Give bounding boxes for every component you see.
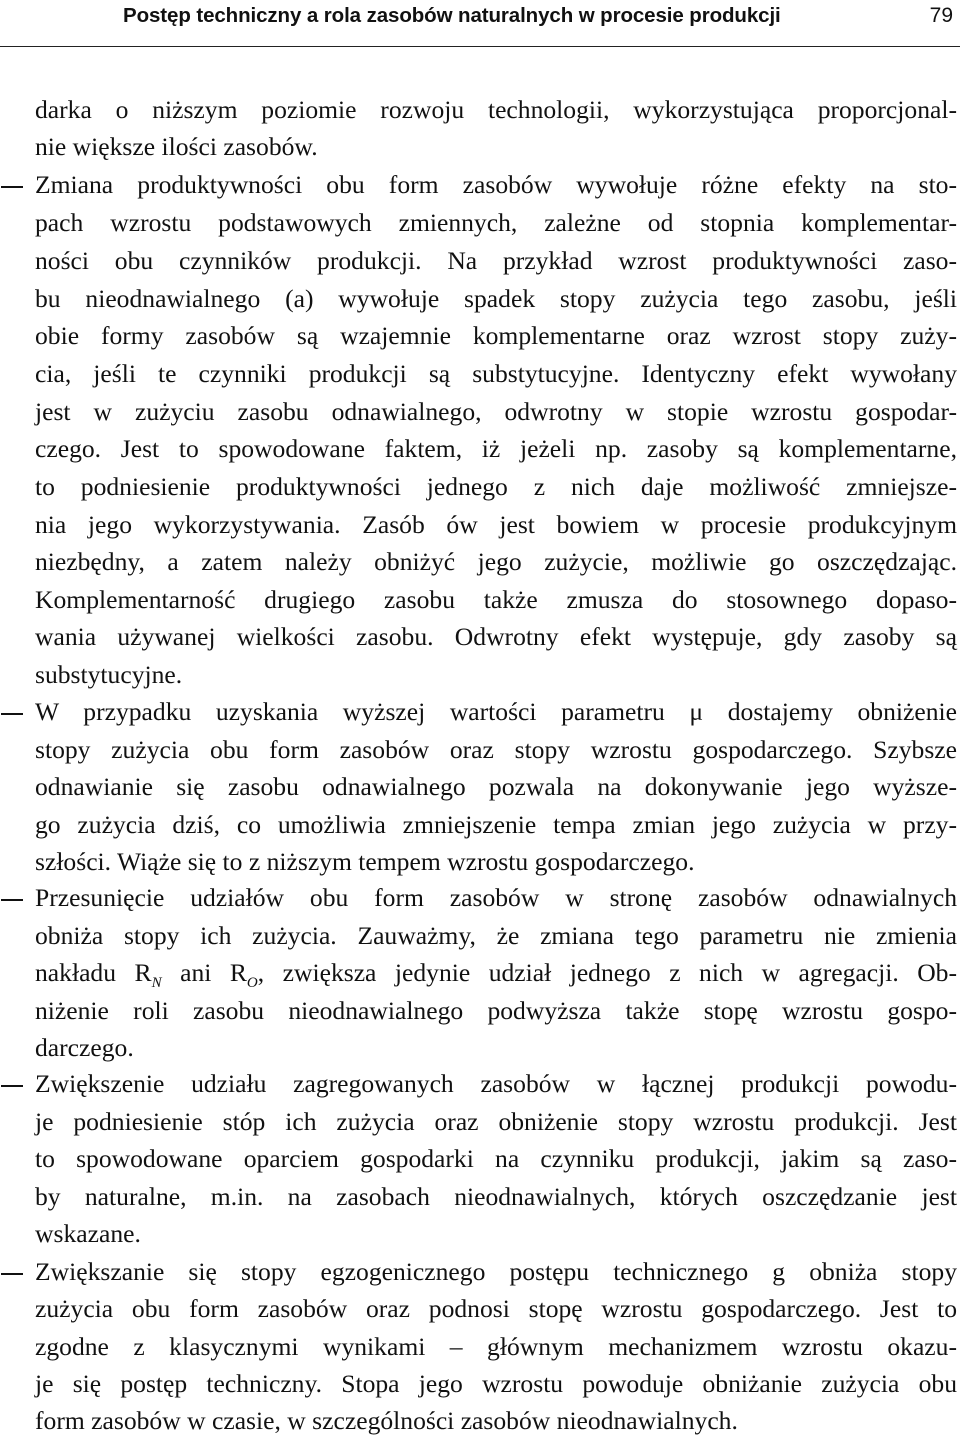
text-line: W przypadku uzyskania wyższej wartości parametru μ dostajemy obniżenie (35, 697, 957, 726)
text-line: jest w zużyciu zasobu odnawialnego, odwrotny w stopie wzrostu gospodar- (35, 397, 957, 426)
text-line: to podniesienie produktywności jednego z nich daje możliwość zmniejsze- (35, 472, 957, 501)
bullet-dash (1, 1085, 23, 1087)
text-line: obie formy zasobów są wzajemnie komplementarne oraz wzrost stopy zuży- (35, 321, 957, 350)
text-line: Komplementarność drugiego zasobu także zmusza do stosownego dopaso- (35, 585, 957, 614)
text-line: nie większe ilości zasobów. (35, 132, 318, 161)
text-line: form zasobów w czasie, w szczególności zasobów nieodnawialnych. (35, 1406, 738, 1435)
text-line: nia jego wykorzystywania. Zasób ów jest bowiem w procesie produkcyjnym (35, 510, 957, 539)
running-header (0, 0, 960, 47)
text-line: go zużycia dziś, co umożliwia zmniejszenie tempa zmian jego zużycia w przy- (35, 810, 957, 839)
text-line: Zmiana produktywności obu form zasobów wywołuje różne efekty na sto- (35, 170, 957, 199)
text-line: niezbędny, a zatem należy obniżyć jego zużycie, możliwie go oszczędzając. (35, 547, 957, 576)
text-segment: ni R (191, 958, 247, 987)
text-line: zużycia obu form zasobów oraz podnosi stopę wzrostu gospodarczego. Jest to (35, 1294, 957, 1323)
text-line: substytucyjne. (35, 660, 183, 689)
text-line: darczego. (35, 1033, 134, 1062)
subscript-o: O (246, 975, 258, 991)
text-line: szłości. Wiąże się to z niższym tempem wzrostu gospodarczego. (35, 847, 695, 876)
text-line: by naturalne, m.in. na zasobach nieodnawialnych, których oszczędzanie jest (35, 1182, 957, 1211)
text-segment: nakładu R (35, 958, 152, 987)
text-line: wskazane. (35, 1219, 141, 1248)
text-line: Przesunięcie udziałów obu form zasobów w stronę zasobów odnawialnych (35, 883, 957, 912)
text-line: to spowodowane oparciem gospodarki na czynniku produkcji, jakim są zaso- (35, 1144, 957, 1173)
subscript-n: N (151, 975, 162, 991)
text-line: ności obu czynników produkcji. Na przykład wzrost produktywności zaso- (35, 246, 957, 275)
text-segment: , zwiększa jedynie udział jednego z nich w agregacji. Ob- (257, 958, 957, 987)
page-number: 79 (929, 4, 953, 27)
text-line: je podniesienie stóp ich zużycia oraz obniżenie stopy wzrostu produkcji. Jest (35, 1107, 957, 1136)
text-line: niżenie roli zasobu nieodnawialnego podwyższa także stopę wzrostu gospo- (35, 996, 957, 1025)
bullet-dash (1, 1273, 23, 1275)
text-line-with-subscripts (35, 958, 957, 992)
text-line: obniża stopy ich zużycia. Zauważmy, że zmiana tego parametru nie zmienia (35, 921, 957, 950)
text-line: Zwiększenie udziału zagregowanych zasobów w łącznej produkcji powodu- (35, 1069, 957, 1098)
text-line: czego. Jest to spowodowane faktem, iż jeżeli np. zasoby są komplementarne, (35, 434, 957, 463)
text-line: stopy zużycia obu form zasobów oraz stopy wzrostu gospodarczego. Szybsze (35, 735, 957, 764)
text-line: darka o niższym poziomie rozwoju technologii, wykorzystująca proporcjonal- (35, 95, 957, 124)
text-segment: a (161, 958, 192, 987)
text-line: wania używanej wielkości zasobu. Odwrotny efekt występuje, gdy zasoby są (35, 622, 957, 651)
text-line: cia, jeśli te czynniki produkcji są substytucyjne. Identyczny efekt wywołany (35, 359, 957, 388)
running-title: Postęp techniczny a rola zasobów naturalnych w procesie produkcji (123, 4, 781, 27)
bullet-dash (1, 899, 23, 901)
text-line: je się postęp techniczny. Stopa jego wzrostu powoduje obniżanie zużycia obu (35, 1369, 957, 1398)
bullet-dash (1, 713, 23, 715)
text-line: zgodne z klasycznymi wynikami – głównym mechanizmem wzrostu okazu- (35, 1332, 957, 1361)
text-line: odnawianie się zasobu odnawialnego pozwala na dokonywanie jego wyższe- (35, 772, 957, 801)
bullet-dash (1, 186, 23, 188)
text-line: bu nieodnawialnego (a) wywołuje spadek stopy zużycia tego zasobu, jeśli (35, 284, 957, 313)
text-line: Zwiększanie się stopy egzogenicznego postępu technicznego g obniża stopy (35, 1257, 957, 1286)
text-line: pach wzrostu podstawowych zmiennych, zależne od stopnia komplementar- (35, 208, 957, 237)
